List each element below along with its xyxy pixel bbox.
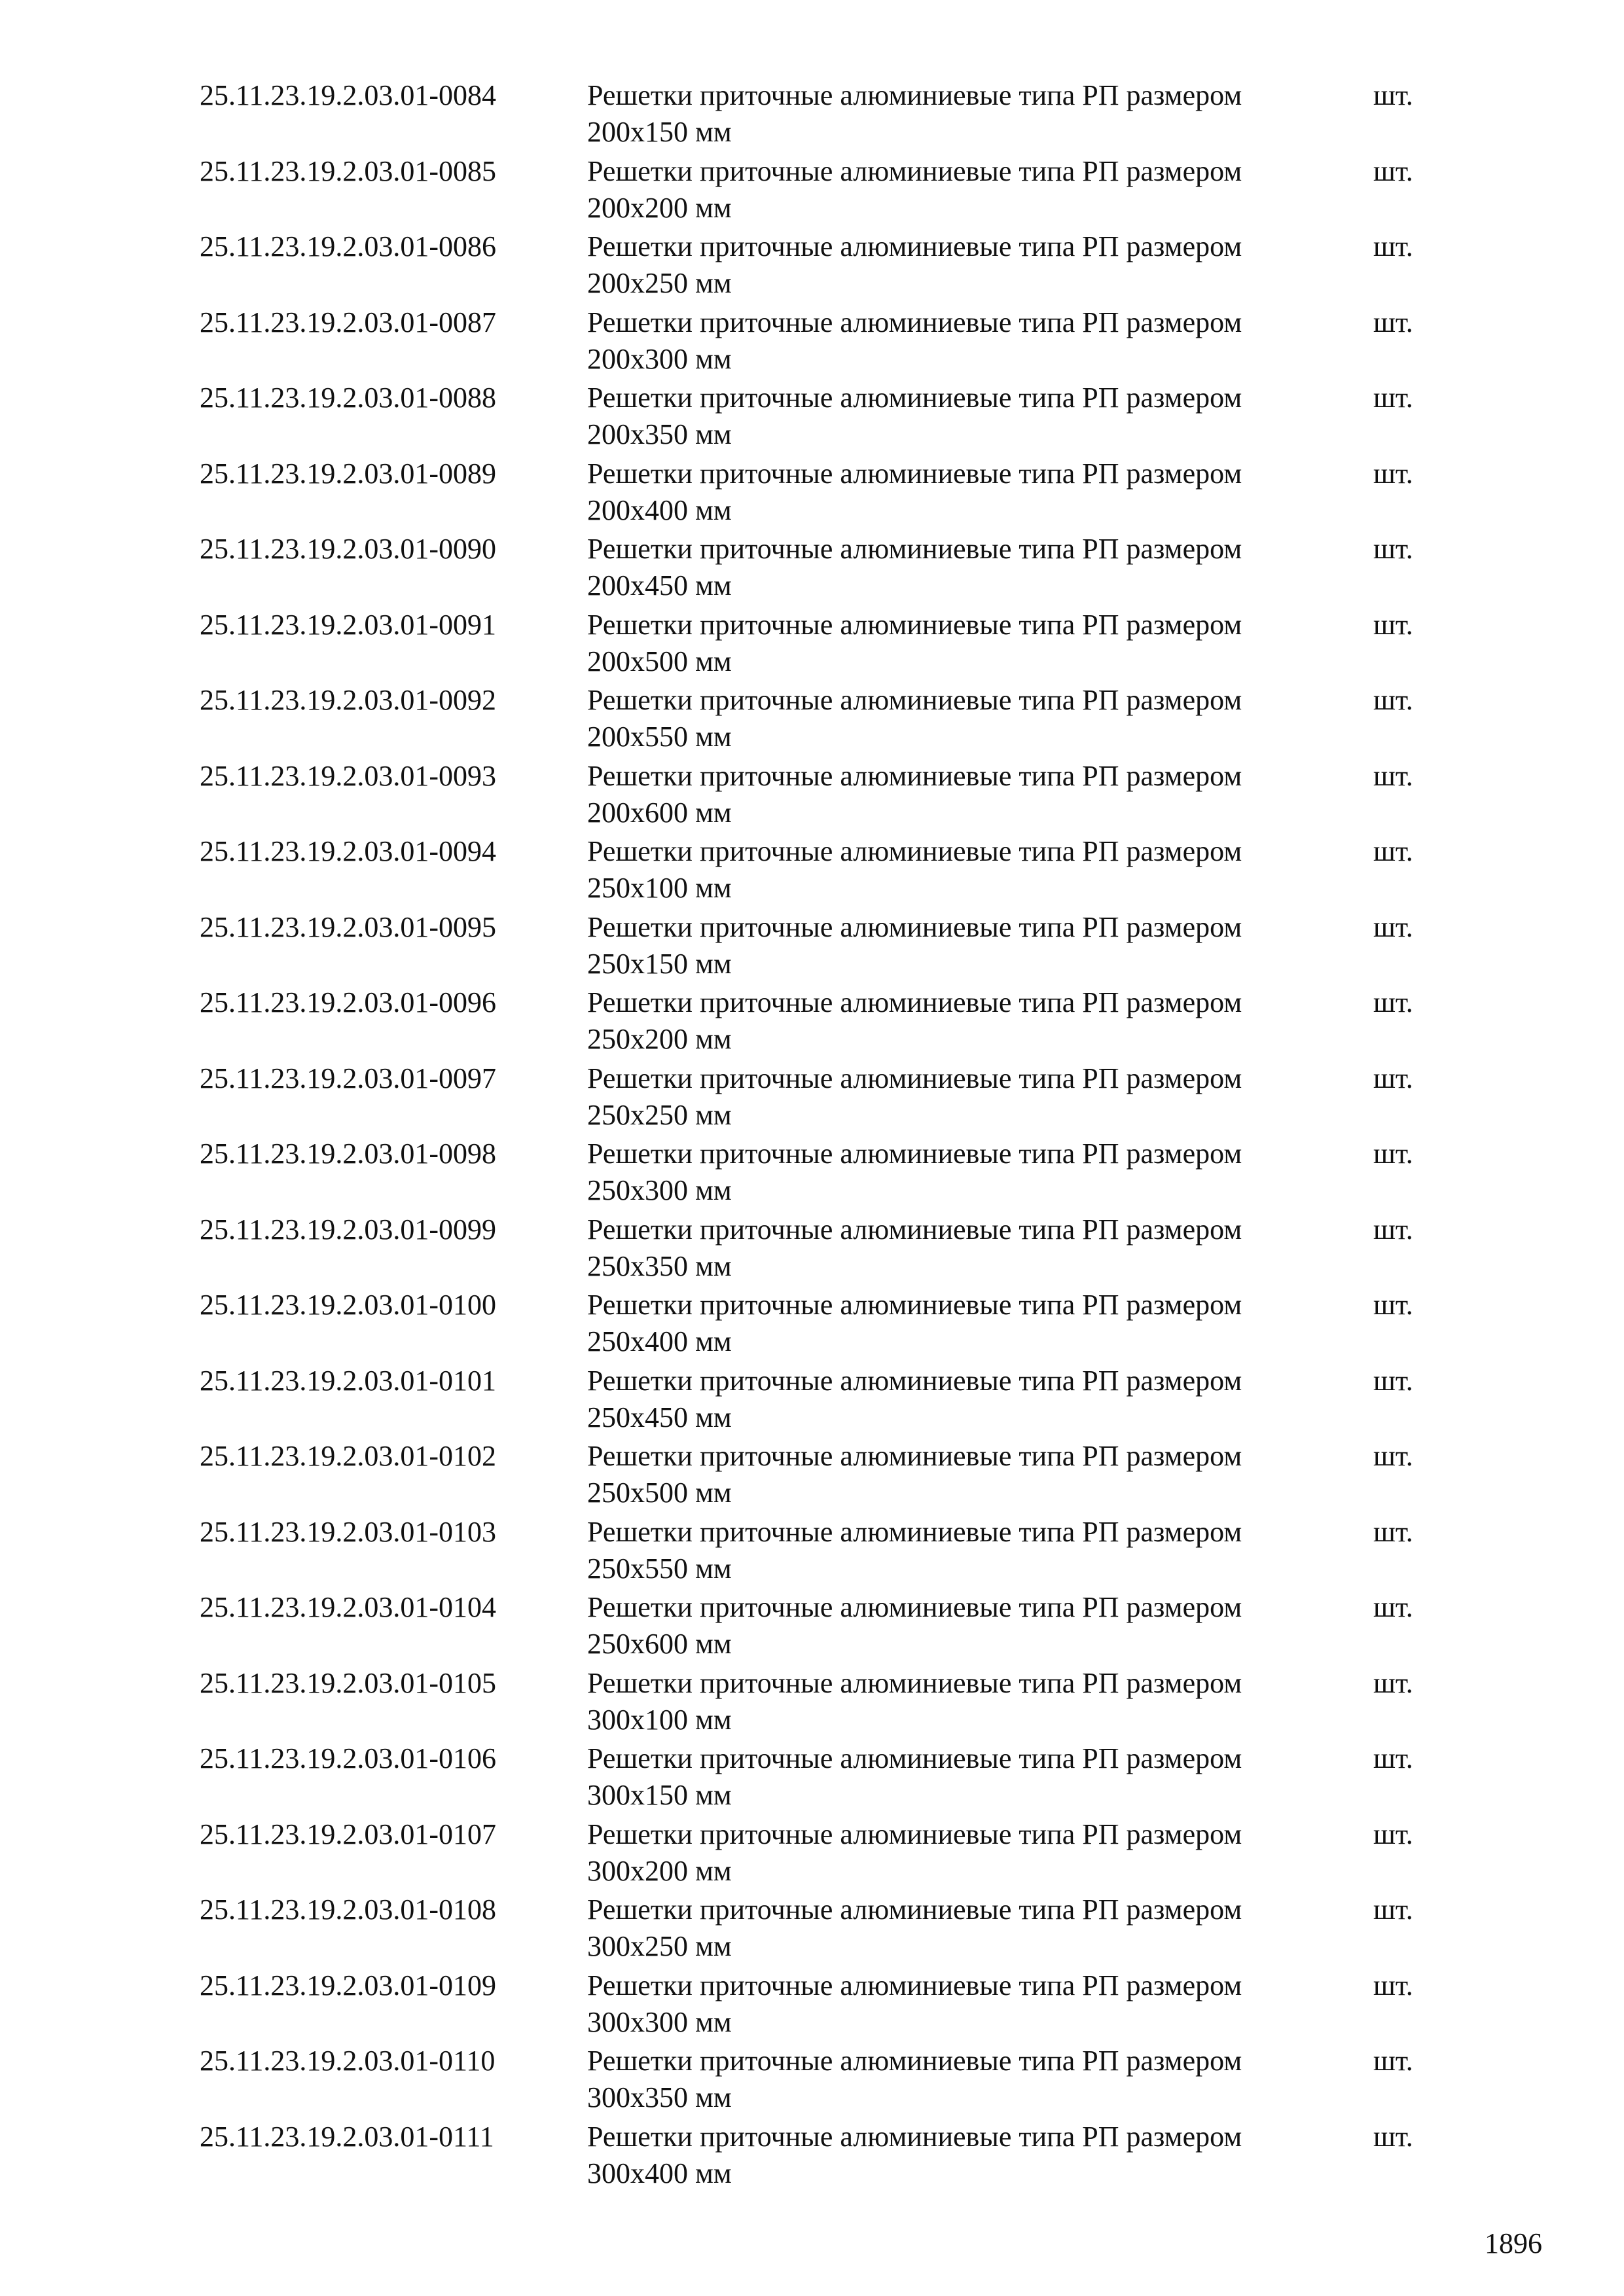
description-size: 250х600 мм (587, 1628, 732, 1660)
resource-code: 25.11.23.19.2.03.01-0089 (200, 457, 497, 490)
description-size: 200х550 мм (587, 721, 732, 753)
description-size: 250х300 мм (587, 1174, 732, 1206)
description-line-1: Решетки приточные алюминиевые типа РП размером (587, 382, 1242, 414)
unit-of-measure: шт. (1373, 2045, 1413, 2077)
table-row (200, 2119, 1443, 2195)
resource-code: 25.11.23.19.2.03.01-0100 (200, 1289, 497, 1321)
table-row (200, 380, 1443, 456)
resource-description (587, 2119, 1360, 2192)
resource-description (587, 1514, 1360, 1587)
description-line-1: Решетки приточные алюминиевые типа РП размером (587, 684, 1242, 716)
unit-of-measure: шт. (1373, 1138, 1413, 1170)
unit-of-measure: шт. (1373, 986, 1413, 1018)
description-size: 300х250 мм (587, 1930, 732, 1962)
table-row (200, 1136, 1443, 1211)
description-size: 250х100 мм (587, 872, 732, 904)
description-size: 200х200 мм (587, 191, 732, 224)
resource-description (587, 607, 1360, 680)
description-line-1: Решетки приточные алюминиевые типа РП размером (587, 1440, 1242, 1472)
resource-description (587, 909, 1360, 982)
resource-code: 25.11.23.19.2.03.01-0094 (200, 835, 497, 867)
table-row (200, 304, 1443, 380)
resource-description (587, 1136, 1360, 1209)
table-row (200, 1967, 1443, 2043)
resource-code: 25.11.23.19.2.03.01-0107 (200, 1818, 497, 1850)
description-line-1: Решетки приточные алюминиевые типа РП размером (587, 1666, 1242, 1699)
description-line-1: Решетки приточные алюминиевые типа РП размером (587, 1138, 1242, 1170)
description-size: 300х100 мм (587, 1703, 732, 1736)
table-row (200, 531, 1443, 607)
resource-code: 25.11.23.19.2.03.01-0101 (200, 1364, 497, 1397)
description-line-1: Решетки приточные алюминиевые типа РП размером (587, 457, 1242, 490)
resource-code: 25.11.23.19.2.03.01-0109 (200, 1969, 497, 2001)
resource-code: 25.11.23.19.2.03.01-0095 (200, 910, 497, 943)
description-line-1: Решетки приточные алюминиевые типа РП размером (587, 1818, 1242, 1850)
description-line-1: Решетки приточные алюминиевые типа РП размером (587, 986, 1242, 1018)
resource-code: 25.11.23.19.2.03.01-0090 (200, 533, 497, 565)
description-size: 250х200 мм (587, 1023, 732, 1055)
unit-of-measure: шт. (1373, 608, 1413, 641)
table-row (200, 833, 1443, 909)
description-line-1: Решетки приточные алюминиевые типа РП размером (587, 1591, 1242, 1623)
description-line-1: Решетки приточные алюминиевые типа РП размером (587, 1289, 1242, 1321)
resource-code: 25.11.23.19.2.03.01-0096 (200, 986, 497, 1018)
description-size: 200х400 мм (587, 493, 732, 526)
unit-of-measure: шт. (1373, 835, 1413, 867)
resource-code: 25.11.23.19.2.03.01-0098 (200, 1138, 497, 1170)
description-size: 300х150 мм (587, 1779, 732, 1811)
description-size: 250х400 мм (587, 1325, 732, 1357)
unit-of-measure: шт. (1373, 2120, 1413, 2153)
resource-description (587, 1211, 1360, 1285)
table-row (200, 1514, 1443, 1590)
description-line-1: Решетки приточные алюминиевые типа РП размером (587, 2120, 1242, 2153)
description-size: 250х450 мм (587, 1401, 732, 1433)
unit-of-measure: шт. (1373, 1666, 1413, 1699)
resource-code: 25.11.23.19.2.03.01-0111 (200, 2120, 494, 2153)
table-row (200, 1060, 1443, 1136)
description-line-1: Решетки приточные алюминиевые типа РП размером (587, 835, 1242, 867)
description-size: 200х250 мм (587, 267, 732, 299)
description-line-1: Решетки приточные алюминиевые типа РП размером (587, 1969, 1242, 2001)
resource-code: 25.11.23.19.2.03.01-0102 (200, 1440, 497, 1472)
table-row (200, 1211, 1443, 1287)
unit-of-measure: шт. (1373, 533, 1413, 565)
unit-of-measure: шт. (1373, 1213, 1413, 1246)
resource-description (587, 456, 1360, 529)
description-size: 250х350 мм (587, 1249, 732, 1282)
resource-code: 25.11.23.19.2.03.01-0092 (200, 684, 497, 716)
unit-of-measure: шт. (1373, 1062, 1413, 1094)
resource-code: 25.11.23.19.2.03.01-0088 (200, 382, 497, 414)
resource-description (587, 1816, 1360, 1890)
unit-of-measure: шт. (1373, 306, 1413, 338)
resource-code: 25.11.23.19.2.03.01-0097 (200, 1062, 497, 1094)
table-row (200, 1740, 1443, 1816)
resource-description (587, 682, 1360, 755)
resource-description (587, 1287, 1360, 1360)
table-row (200, 1287, 1443, 1363)
resource-description (587, 153, 1360, 226)
unit-of-measure: шт. (1373, 1893, 1413, 1926)
unit-of-measure: шт. (1373, 79, 1413, 111)
table-row (200, 228, 1443, 304)
description-size: 250х500 мм (587, 1477, 732, 1509)
table-row (200, 153, 1443, 229)
description-line-1: Решетки приточные алюминиевые типа РП размером (587, 306, 1242, 338)
description-size: 200х450 мм (587, 569, 732, 601)
resource-code: 25.11.23.19.2.03.01-0105 (200, 1666, 497, 1699)
unit-of-measure: шт. (1373, 1591, 1413, 1623)
description-line-1: Решетки приточные алюминиевые типа РП размером (587, 1213, 1242, 1246)
description-line-1: Решетки приточные алюминиевые типа РП размером (587, 154, 1242, 187)
description-line-1: Решетки приточные алюминиевые типа РП размером (587, 910, 1242, 943)
table-row (200, 607, 1443, 683)
table-row (200, 2043, 1443, 2119)
resource-code: 25.11.23.19.2.03.01-0084 (200, 79, 497, 111)
resource-code: 25.11.23.19.2.03.01-0086 (200, 230, 497, 262)
resource-code: 25.11.23.19.2.03.01-0087 (200, 306, 497, 338)
description-line-1: Решетки приточные алюминиевые типа РП размером (587, 1742, 1242, 1774)
unit-of-measure: шт. (1373, 759, 1413, 792)
resource-description (587, 228, 1360, 302)
table-row (200, 682, 1443, 758)
unit-of-measure: шт. (1373, 1818, 1413, 1850)
unit-of-measure: шт. (1373, 1515, 1413, 1548)
unit-of-measure: шт. (1373, 457, 1413, 490)
resource-description (587, 1589, 1360, 1662)
description-size: 300х300 мм (587, 2005, 732, 2038)
unit-of-measure: шт. (1373, 910, 1413, 943)
unit-of-measure: шт. (1373, 230, 1413, 262)
description-size: 300х200 мм (587, 1854, 732, 1887)
description-size: 200х600 мм (587, 796, 732, 829)
table-row (200, 909, 1443, 985)
resource-code: 25.11.23.19.2.03.01-0085 (200, 154, 497, 187)
resource-code: 25.11.23.19.2.03.01-0099 (200, 1213, 497, 1246)
resource-code: 25.11.23.19.2.03.01-0108 (200, 1893, 497, 1926)
resource-list (200, 77, 1443, 2194)
resource-description (587, 984, 1360, 1058)
description-line-1: Решетки приточные алюминиевые типа РП размером (587, 2045, 1242, 2077)
description-size: 250х250 мм (587, 1098, 732, 1131)
description-line-1: Решетки приточные алюминиевые типа РП размером (587, 1062, 1242, 1094)
resource-description (587, 758, 1360, 831)
table-row (200, 1438, 1443, 1514)
description-size: 250х550 мм (587, 1552, 732, 1585)
table-row (200, 1589, 1443, 1665)
page-number: 1896 (1485, 2227, 1542, 2259)
resource-description (587, 1665, 1360, 1738)
description-size: 200х500 мм (587, 645, 732, 677)
resource-description (587, 2043, 1360, 2116)
resource-description (587, 77, 1360, 151)
resource-code: 25.11.23.19.2.03.01-0106 (200, 1742, 497, 1774)
resource-description (587, 304, 1360, 378)
resource-code: 25.11.23.19.2.03.01-0104 (200, 1591, 497, 1623)
table-row (200, 758, 1443, 834)
description-size: 300х350 мм (587, 2081, 732, 2113)
unit-of-measure: шт. (1373, 1969, 1413, 2001)
description-line-1: Решетки приточные алюминиевые типа РП размером (587, 79, 1242, 111)
table-row (200, 1363, 1443, 1439)
resource-description (587, 531, 1360, 604)
unit-of-measure: шт. (1373, 684, 1413, 716)
description-line-1: Решетки приточные алюминиевые типа РП размером (587, 230, 1242, 262)
description-size: 250х150 мм (587, 947, 732, 980)
unit-of-measure: шт. (1373, 1289, 1413, 1321)
table-row (200, 1665, 1443, 1741)
resource-description (587, 380, 1360, 453)
unit-of-measure: шт. (1373, 1440, 1413, 1472)
unit-of-measure: шт. (1373, 1742, 1413, 1774)
description-line-1: Решетки приточные алюминиевые типа РП размером (587, 533, 1242, 565)
resource-code: 25.11.23.19.2.03.01-0093 (200, 759, 497, 792)
description-size: 200х300 мм (587, 342, 732, 375)
table-row (200, 77, 1443, 153)
resource-description (587, 1740, 1360, 1814)
resource-code: 25.11.23.19.2.03.01-0091 (200, 608, 497, 641)
unit-of-measure: шт. (1373, 382, 1413, 414)
resource-code: 25.11.23.19.2.03.01-0110 (200, 2045, 496, 2077)
table-row (200, 1892, 1443, 1967)
unit-of-measure: шт. (1373, 154, 1413, 187)
resource-description (587, 833, 1360, 906)
description-size: 200х150 мм (587, 116, 732, 148)
resource-description (587, 1060, 1360, 1134)
resource-code: 25.11.23.19.2.03.01-0103 (200, 1515, 497, 1548)
resource-description (587, 1438, 1360, 1511)
resource-description (587, 1892, 1360, 1965)
resource-description (587, 1363, 1360, 1436)
resource-description (587, 1967, 1360, 2041)
unit-of-measure: шт. (1373, 1364, 1413, 1397)
description-line-1: Решетки приточные алюминиевые типа РП размером (587, 1893, 1242, 1926)
description-line-1: Решетки приточные алюминиевые типа РП размером (587, 759, 1242, 792)
description-line-1: Решетки приточные алюминиевые типа РП размером (587, 608, 1242, 641)
description-size: 300х400 мм (587, 2157, 732, 2189)
description-line-1: Решетки приточные алюминиевые типа РП размером (587, 1515, 1242, 1548)
table-row (200, 1816, 1443, 1892)
table-row (200, 984, 1443, 1060)
table-row (200, 456, 1443, 531)
description-size: 200х350 мм (587, 418, 732, 450)
description-line-1: Решетки приточные алюминиевые типа РП размером (587, 1364, 1242, 1397)
